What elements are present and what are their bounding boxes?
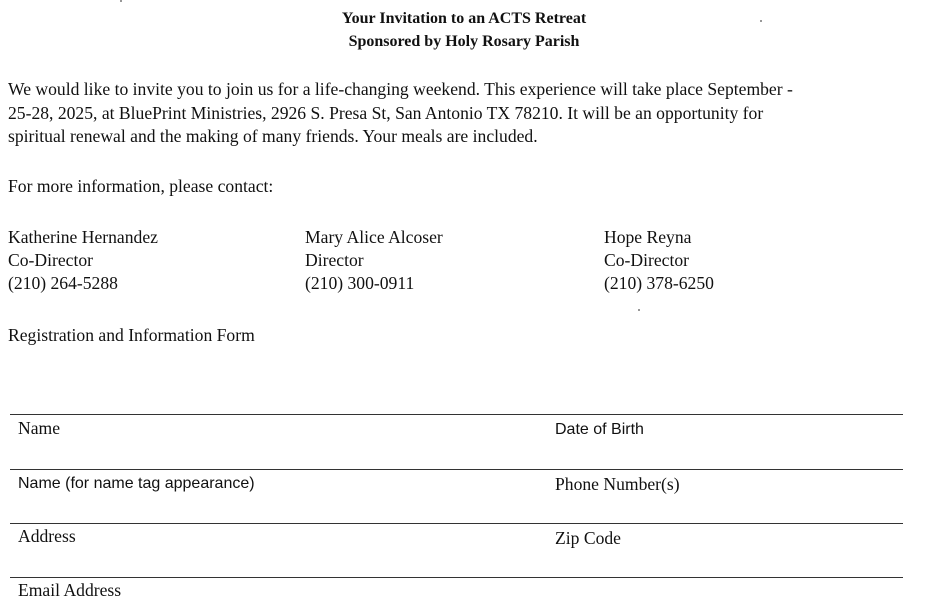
intro-line: spiritual renewal and the making of many friends. Your meals are included. <box>8 126 538 146</box>
intro-paragraph <box>8 78 913 149</box>
email-fill-line[interactable] <box>10 577 903 578</box>
contact-role: Director <box>305 250 364 270</box>
date-of-birth-label: Date of Birth <box>555 421 644 438</box>
contact-mary-alice-alcoser <box>305 226 443 295</box>
name-tag-label: Name (for name tag appearance) <box>18 475 255 492</box>
intro-line: 25-28, 2025, at BluePrint Ministries, 2926 S. Presa St, San Antonio TX 78210. It will be an opportunity for <box>8 102 764 123</box>
phone-number-label: Phone Number(s) <box>555 474 680 494</box>
contact-heading: For more information, please contact: <box>8 176 274 196</box>
name-fill-line[interactable] <box>10 414 903 415</box>
name-tag-fill-line[interactable] <box>10 469 903 470</box>
contact-role: Co-Director <box>8 250 94 270</box>
registration-form-heading: Registration and Information Form <box>8 325 255 345</box>
contact-name: Katherine Hernandez <box>8 227 158 247</box>
contact-role: Co-Director <box>604 250 690 270</box>
contact-phone: (210) 264-5288 <box>8 273 118 293</box>
scan-speck <box>638 309 640 311</box>
email-address-label: Email Address <box>18 580 122 600</box>
scan-speck <box>120 0 122 2</box>
contact-katherine-hernandez <box>8 226 158 295</box>
address-fill-line[interactable] <box>10 523 903 524</box>
contact-hope-reyna <box>604 226 714 295</box>
name-label: Name <box>18 418 61 438</box>
zip-code-label: Zip Code <box>555 528 621 548</box>
scan-speck <box>760 20 762 22</box>
contact-name: Mary Alice Alcoser <box>305 227 443 247</box>
address-label: Address <box>18 526 76 546</box>
document-subtitle: Sponsored by Holy Rosary Parish <box>348 33 580 50</box>
document-title: Your Invitation to an ACTS Retreat <box>341 10 587 27</box>
contact-phone: (210) 300-0911 <box>305 273 415 293</box>
intro-line: We would like to invite you to join us for a life-changing weekend. This experience will take place September - <box>8 79 793 99</box>
contact-name: Hope Reyna <box>604 227 692 247</box>
contact-phone: (210) 378-6250 <box>604 273 714 293</box>
